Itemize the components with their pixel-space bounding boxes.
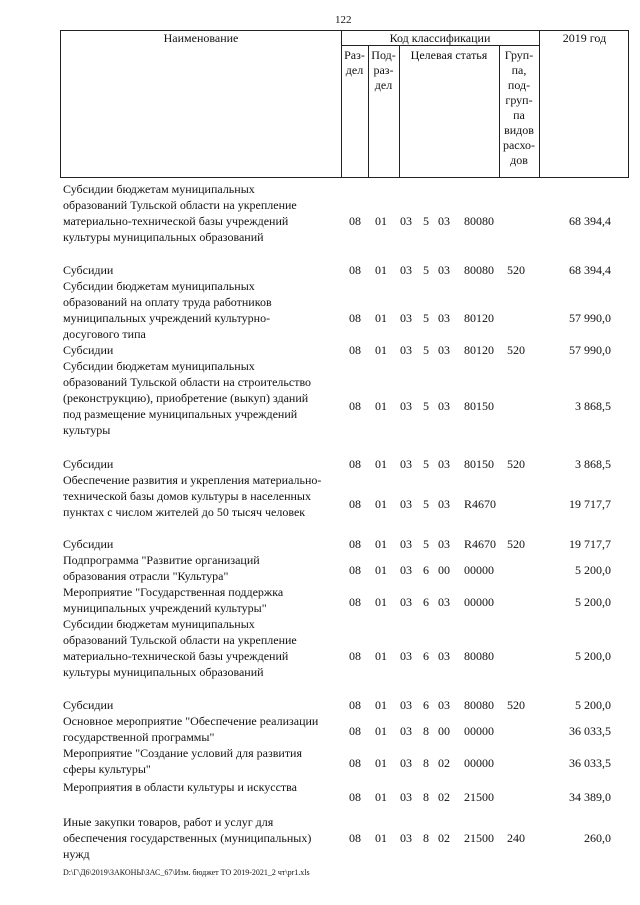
code-pr: 01 <box>375 457 387 471</box>
code-grp: 520 <box>507 698 525 712</box>
code-t4: 80150 <box>464 457 494 471</box>
code-t1: 03 <box>400 649 412 663</box>
code-r: 08 <box>349 698 361 712</box>
row-name: Мероприятия в области культуры и искусства <box>63 780 298 794</box>
code-t2: 8 <box>423 790 429 804</box>
header-target: Целевая статья <box>410 48 488 62</box>
row-name: Субсидии <box>63 343 114 357</box>
code-pr: 01 <box>375 563 387 577</box>
page-number: 122 <box>335 14 352 26</box>
row-name: Субсидии бюджетам муниципальных образований Тульской области на укрепление материально-технической базы учреждений культуры муниципальных образований <box>63 182 297 244</box>
amount-2019: 36 033,5 <box>569 724 611 738</box>
code-t3: 03 <box>438 595 450 609</box>
amount-2019: 5 200,0 <box>575 649 611 663</box>
row-name: Субсидии <box>63 457 114 471</box>
code-pr: 01 <box>375 756 387 770</box>
code-r: 08 <box>349 399 361 413</box>
code-t4: 80080 <box>464 698 494 712</box>
code-t4: 80080 <box>464 214 494 228</box>
code-t3: 02 <box>438 831 450 845</box>
code-t4: 80150 <box>464 399 494 413</box>
row-name: Субсидии <box>63 537 114 551</box>
row-name: Подпрограмма "Развитие организаций образования отрасли "Культура" <box>63 553 260 583</box>
code-t3: 03 <box>438 214 450 228</box>
row-name: Субсидии бюджетам муниципальных образований на оплату труда работников муниципальных учреждений культурно- досугового типа <box>63 279 272 341</box>
code-grp: 520 <box>507 263 525 277</box>
code-grp: 520 <box>507 457 525 471</box>
row-name: Основное мероприятие "Обеспечение реализации государственной программы" <box>63 714 319 744</box>
row-name: Субсидии <box>63 698 114 712</box>
code-t2: 6 <box>423 698 429 712</box>
code-t2: 5 <box>423 214 429 228</box>
row-name: Субсидии бюджетам муниципальных образований Тульской области на строительство (реконструкцию), приобретение (выкуп) зданий под размещение муниципальных учреждений культуры <box>63 359 312 437</box>
code-t2: 5 <box>423 497 429 511</box>
code-t1: 03 <box>400 790 412 804</box>
code-t2: 6 <box>423 649 429 663</box>
code-t1: 03 <box>400 497 412 511</box>
code-t4: 80080 <box>464 263 494 277</box>
header-code: Код классификации <box>389 31 491 45</box>
code-t2: 5 <box>423 263 429 277</box>
code-t2: 6 <box>423 595 429 609</box>
code-grp: 240 <box>507 831 525 845</box>
code-t4: 21500 <box>464 790 494 804</box>
code-pr: 01 <box>375 497 387 511</box>
code-t3: 03 <box>438 399 450 413</box>
code-r: 08 <box>349 343 361 357</box>
code-t4: 80120 <box>464 311 494 325</box>
code-t4: R4670 <box>464 537 497 551</box>
amount-2019: 68 394,4 <box>569 263 611 277</box>
code-t3: 03 <box>438 497 450 511</box>
code-pr: 01 <box>375 343 387 357</box>
code-t4: 00000 <box>464 563 494 577</box>
row-name: Обеспечение развития и укрепления материально- технической базы домов культуры в населенных пунктах с числом жителей до 50 тысяч человек <box>63 473 322 519</box>
code-t4: 21500 <box>464 831 494 845</box>
code-t1: 03 <box>400 399 412 413</box>
code-pr: 01 <box>375 399 387 413</box>
code-t1: 03 <box>400 343 412 357</box>
code-r: 08 <box>349 311 361 325</box>
code-t2: 6 <box>423 563 429 577</box>
code-pr: 01 <box>375 698 387 712</box>
code-t3: 00 <box>438 563 450 577</box>
code-r: 08 <box>349 595 361 609</box>
code-t1: 03 <box>400 563 412 577</box>
code-t2: 5 <box>423 311 429 325</box>
code-t2: 5 <box>423 457 429 471</box>
code-t4: 00000 <box>464 756 494 770</box>
code-t3: 02 <box>438 790 450 804</box>
code-t4: 80120 <box>464 343 494 357</box>
code-t1: 03 <box>400 595 412 609</box>
header-group: Груп- па, под- груп- па видов расхо- дов <box>502 48 536 167</box>
code-r: 08 <box>349 497 361 511</box>
code-t4: 00000 <box>464 724 494 738</box>
code-r: 08 <box>349 790 361 804</box>
code-t1: 03 <box>400 831 412 845</box>
row-name: Мероприятие "Государственная поддержка муниципальных учреждений культуры" <box>63 585 284 615</box>
code-t4: 00000 <box>464 595 494 609</box>
code-grp: 520 <box>507 537 525 551</box>
code-pr: 01 <box>375 595 387 609</box>
code-t3: 00 <box>438 724 450 738</box>
row-name: Иные закупки товаров, работ и услуг для обеспечения государственных (муниципальных) нужд <box>63 815 312 861</box>
code-t2: 5 <box>423 537 429 551</box>
amount-2019: 5 200,0 <box>575 595 611 609</box>
code-t3: 03 <box>438 649 450 663</box>
amount-2019: 57 990,0 <box>569 343 611 357</box>
header-divider <box>399 46 400 177</box>
code-r: 08 <box>349 649 361 663</box>
code-t3: 03 <box>438 457 450 471</box>
code-t2: 5 <box>423 343 429 357</box>
code-t3: 03 <box>438 263 450 277</box>
row-name: Субсидии бюджетам муниципальных образований Тульской области на укрепление материально-технической базы учреждений культуры муниципальных образований <box>63 617 297 679</box>
code-t1: 03 <box>400 263 412 277</box>
header-podrazdel: Под- раз- дел <box>371 48 396 92</box>
amount-2019: 57 990,0 <box>569 311 611 325</box>
amount-2019: 5 200,0 <box>575 563 611 577</box>
code-r: 08 <box>349 756 361 770</box>
code-t2: 8 <box>423 756 429 770</box>
code-t1: 03 <box>400 457 412 471</box>
code-r: 08 <box>349 263 361 277</box>
code-pr: 01 <box>375 790 387 804</box>
table-header <box>60 30 629 178</box>
code-t4: 80080 <box>464 649 494 663</box>
code-t1: 03 <box>400 756 412 770</box>
code-r: 08 <box>349 457 361 471</box>
code-t3: 03 <box>438 311 450 325</box>
code-grp: 520 <box>507 343 525 357</box>
code-r: 08 <box>349 831 361 845</box>
code-r: 08 <box>349 214 361 228</box>
amount-2019: 3 868,5 <box>575 399 611 413</box>
header-divider <box>539 31 540 177</box>
amount-2019: 36 033,5 <box>569 756 611 770</box>
code-t1: 03 <box>400 311 412 325</box>
header-name: Наименование <box>163 31 239 45</box>
code-pr: 01 <box>375 214 387 228</box>
header-year: 2019 год <box>562 31 607 45</box>
code-t2: 8 <box>423 831 429 845</box>
code-t1: 03 <box>400 698 412 712</box>
header-razdel: Раз- дел <box>344 48 365 77</box>
code-t3: 03 <box>438 343 450 357</box>
code-pr: 01 <box>375 537 387 551</box>
row-name: Мероприятие "Создание условий для развития сферы культуры" <box>63 746 302 776</box>
file-path-footer: D:\Г\Д6\2019\ЗАКОНЫ\ЗАС_67\Изм. бюджет ТО 2019-2021_2 чт\pr1.xls <box>63 868 310 877</box>
code-pr: 01 <box>375 724 387 738</box>
code-t1: 03 <box>400 537 412 551</box>
amount-2019: 68 394,4 <box>569 214 611 228</box>
code-t2: 5 <box>423 399 429 413</box>
amount-2019: 5 200,0 <box>575 698 611 712</box>
code-pr: 01 <box>375 263 387 277</box>
row-name: Субсидии <box>63 263 114 277</box>
amount-2019: 19 717,7 <box>569 537 611 551</box>
code-t1: 03 <box>400 724 412 738</box>
code-t3: 02 <box>438 756 450 770</box>
code-pr: 01 <box>375 649 387 663</box>
amount-2019: 3 868,5 <box>575 457 611 471</box>
code-pr: 01 <box>375 831 387 845</box>
code-t3: 03 <box>438 537 450 551</box>
code-t1: 03 <box>400 214 412 228</box>
code-t2: 8 <box>423 724 429 738</box>
code-pr: 01 <box>375 311 387 325</box>
code-r: 08 <box>349 724 361 738</box>
code-r: 08 <box>349 537 361 551</box>
amount-2019: 260,0 <box>584 831 611 845</box>
code-r: 08 <box>349 563 361 577</box>
code-t3: 03 <box>438 698 450 712</box>
amount-2019: 34 389,0 <box>569 790 611 804</box>
code-t4: R4670 <box>464 497 497 511</box>
amount-2019: 19 717,7 <box>569 497 611 511</box>
